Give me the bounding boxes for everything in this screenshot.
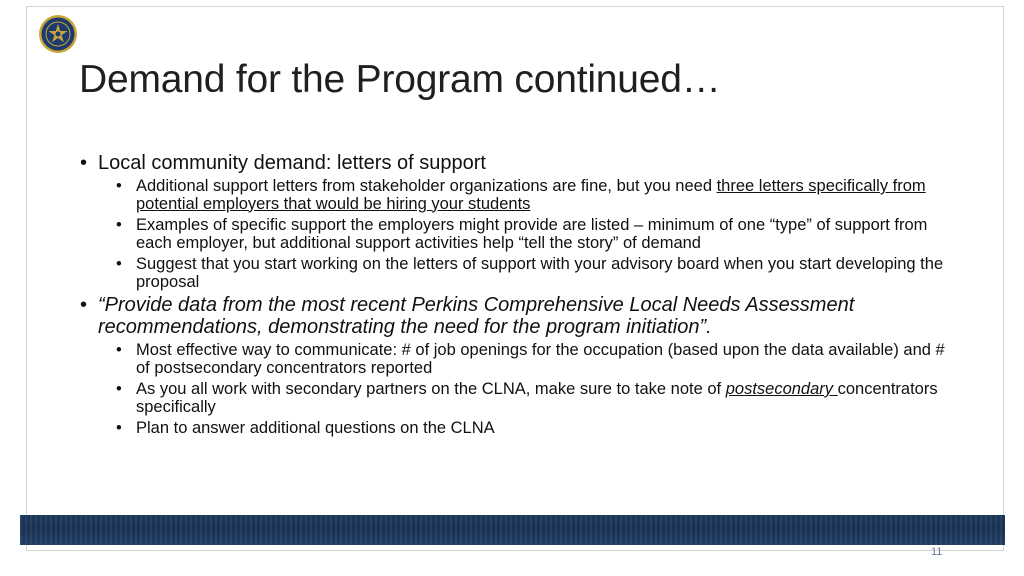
bullet-glyph: • — [80, 152, 88, 174]
bullet-item-perkins-quote — [80, 294, 960, 338]
bullet-text: As you all work with secondary partners on the CLNA, make sure to take note of — [136, 380, 726, 398]
underlined-text-three-letters: three letters specifically from potential employers that would be hiring your students — [136, 177, 926, 213]
slide-title: Demand for the Program continued… — [79, 58, 721, 101]
bullet-list — [80, 152, 960, 438]
bullet-text: Local community demand: letters of support — [98, 152, 486, 174]
sub-bullet-additional-letters — [80, 178, 960, 213]
sub-bullet-secondary-partners — [80, 381, 960, 416]
bullet-text: Additional support letters from stakeholder organizations are fine, but you need — [136, 177, 717, 195]
bullet-glyph: • — [116, 216, 122, 234]
bullet-text-after: concentrators specifically — [136, 380, 938, 416]
bullet-glyph: • — [80, 294, 88, 316]
bullet-text: Suggest that you start working on the letters of support with your advisory board when you start developing the proposal — [136, 255, 944, 291]
bullet-text: “Provide data from the most recent Perkins Comprehensive Local Needs Assessment recommendations, demonstrating the need for the program initiation”. — [98, 294, 855, 338]
sub-bullet-effective-way — [80, 342, 960, 377]
sub-bullet-advisory-board — [80, 256, 960, 291]
bullet-glyph: • — [116, 341, 122, 359]
bullet-glyph: • — [116, 177, 122, 195]
bullet-text: Most effective way to communicate: # of job openings for the occupation (based upon the data available) and # of postsecondary concentrators reported — [136, 341, 945, 377]
underlined-text-postsecondary: postsecondary — [725, 380, 838, 398]
sub-bullet-clna-questions — [80, 420, 960, 438]
sub-bullet-examples — [80, 217, 960, 252]
bullet-glyph: • — [116, 419, 122, 437]
bullet-text: Plan to answer additional questions on the CLNA — [136, 419, 495, 437]
state-seal-icon — [38, 14, 78, 54]
footer-band — [20, 515, 1005, 545]
bullet-text: Examples of specific support the employers might provide are listed – minimum of one “type” of support from each employer, but additional support activities help “tell the story” of demand — [136, 216, 928, 252]
bullet-item-local-demand — [80, 152, 960, 174]
page-number: 11 — [931, 546, 943, 558]
bullet-glyph: • — [116, 255, 122, 273]
bullet-glyph: • — [116, 380, 122, 398]
